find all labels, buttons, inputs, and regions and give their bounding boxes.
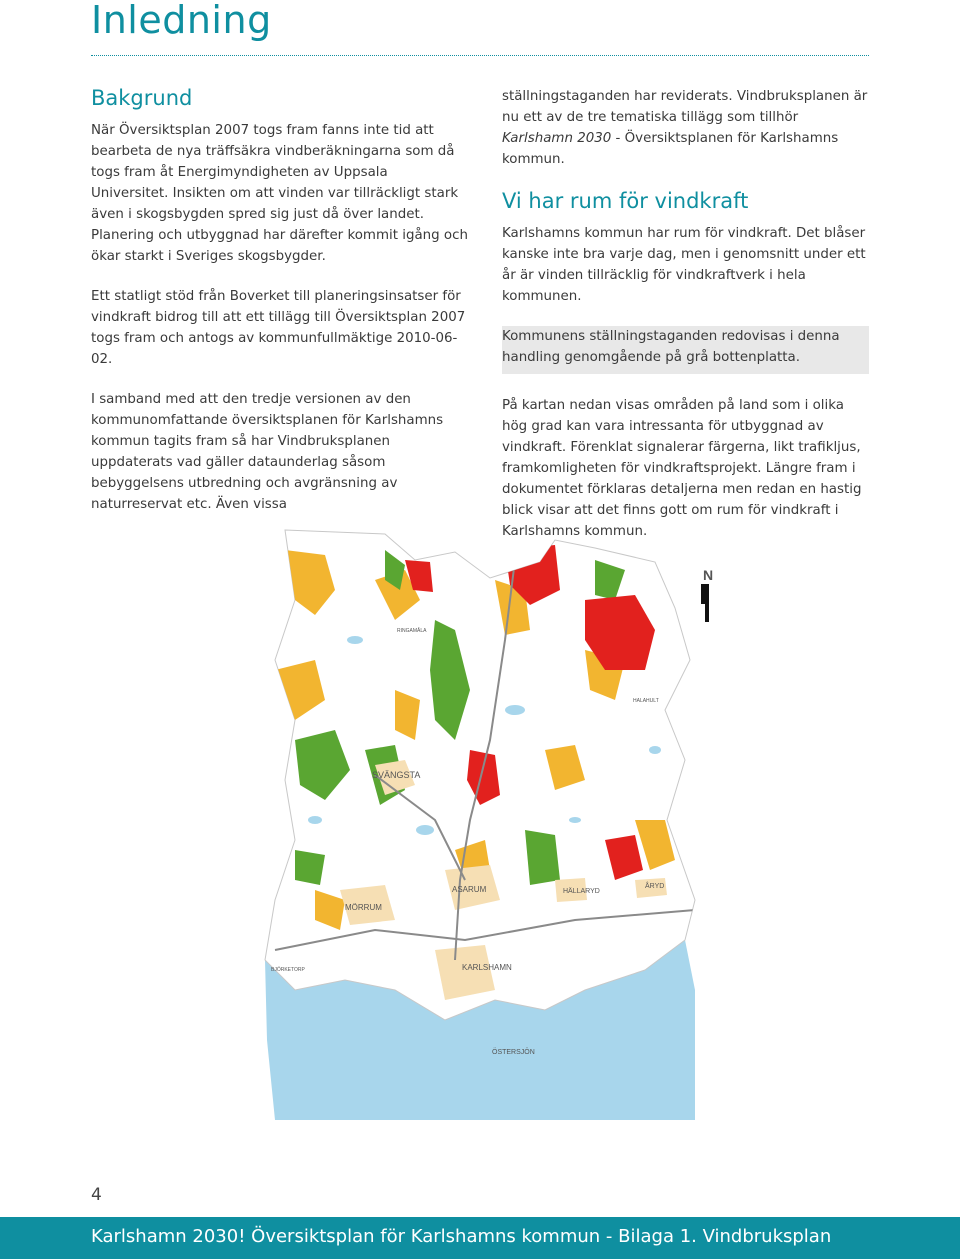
paragraph-continued xyxy=(502,86,869,170)
paragraph-boverket: Ett statligt stöd från Boverket till planeringsinsatser för vindkraft bidrog till att ett tillägg till Översiktsplan 2007 togs fram och antogs av kommunfullmäktige 2010-06-02. xyxy=(91,289,466,367)
plan-name: Karlshamn 2030 xyxy=(502,131,612,146)
left-column xyxy=(91,86,469,534)
page-number: 4 xyxy=(91,1185,102,1205)
paragraph-revision: I samband med att den tredje versionen av den kommunomfattande översiktsplanen för Karlshamns kommun tagits fram så har Vindbruksplanen uppdaterats vad gäller dataunderlag såsom bebyggelsens utbredning och avgränsning av naturreservat etc. Även vissa xyxy=(91,392,444,512)
north-label: N xyxy=(703,567,714,583)
paragraph-rum: Karlshamns kommun har rum för vindkraft. Det blåser kanske inte bra varje dag, men i genomsnitt under ett år är vinden tillräcklig för vindkraftverk i hela kommunen. xyxy=(502,226,866,304)
paragraph-intro: När Översiktsplan 2007 togs fram fanns inte tid att bearbeta de nya träffsäkra vindberäkningarna som då togs fram åt Energimyndigheten av Uppsala Universitet. Insikten om att vinden var tillräckligt stark även i skogsbygden spred sig just då över landet. Planering och utbyggnad har därefter kommit igång och ökar starkt i Sveriges skogsbygder. xyxy=(91,123,468,264)
right-column xyxy=(502,86,869,561)
continued-text: ställningstaganden har reviderats. Vindbruksplanen är nu ett av de tre tematiska tillägg som tillhör xyxy=(502,89,868,125)
north-arrow xyxy=(701,567,713,622)
place-svangsta: SVÄNGSTA xyxy=(372,770,421,780)
heading-rum-for-vindkraft: Vi har rum för vindkraft xyxy=(502,189,749,213)
page-title: Inledning xyxy=(91,0,272,42)
title-divider xyxy=(91,55,869,56)
place-bjorketorp: BJÖRKETORP xyxy=(271,967,305,973)
footer-bar xyxy=(0,1217,960,1259)
standpoint-note-text: Kommunens ställningstaganden redovisas i denna handling genomgående på grå bottenplatta. xyxy=(502,329,840,365)
wind-suitability-map xyxy=(255,520,725,1125)
continued-text-end: - Översiktsplanen för Karlshamns kommun. xyxy=(502,131,839,167)
heading-bakgrund: Bakgrund xyxy=(91,86,193,110)
place-halahult: HALAHULT xyxy=(633,698,659,704)
place-aryd: ÅRYD xyxy=(645,883,665,890)
standpoint-note xyxy=(502,326,869,374)
place-karlshamn: KARLSHAMN xyxy=(462,963,512,972)
footer-title: Karlshamn 2030! Översiktsplan för Karlshamns kommun - Bilaga 1. Vindbruksplan xyxy=(91,1226,832,1247)
place-hallaryd: HÄLLARYD xyxy=(563,888,600,895)
place-morrum: MÖRRUM xyxy=(345,903,382,912)
paragraph-map-intro: På kartan nedan visas områden på land som i olika hög grad kan vara intressanta för utbyggnad av vindkraft. Förenklat signalerar färgerna, likt trafikljus, framkomligheten för vindkraftsprojekt. Längre fram i dokumentet förklaras detaljerna men redan en hastig blick visar att det finns gott om rum för vindkraft i Karlshamns kommun. xyxy=(502,398,862,539)
place-ringamala: RINGAMÅLA xyxy=(397,628,427,634)
place-ostersjon: ÖSTERSJÖN xyxy=(492,1049,535,1056)
place-asarum: ASARUM xyxy=(452,885,487,894)
